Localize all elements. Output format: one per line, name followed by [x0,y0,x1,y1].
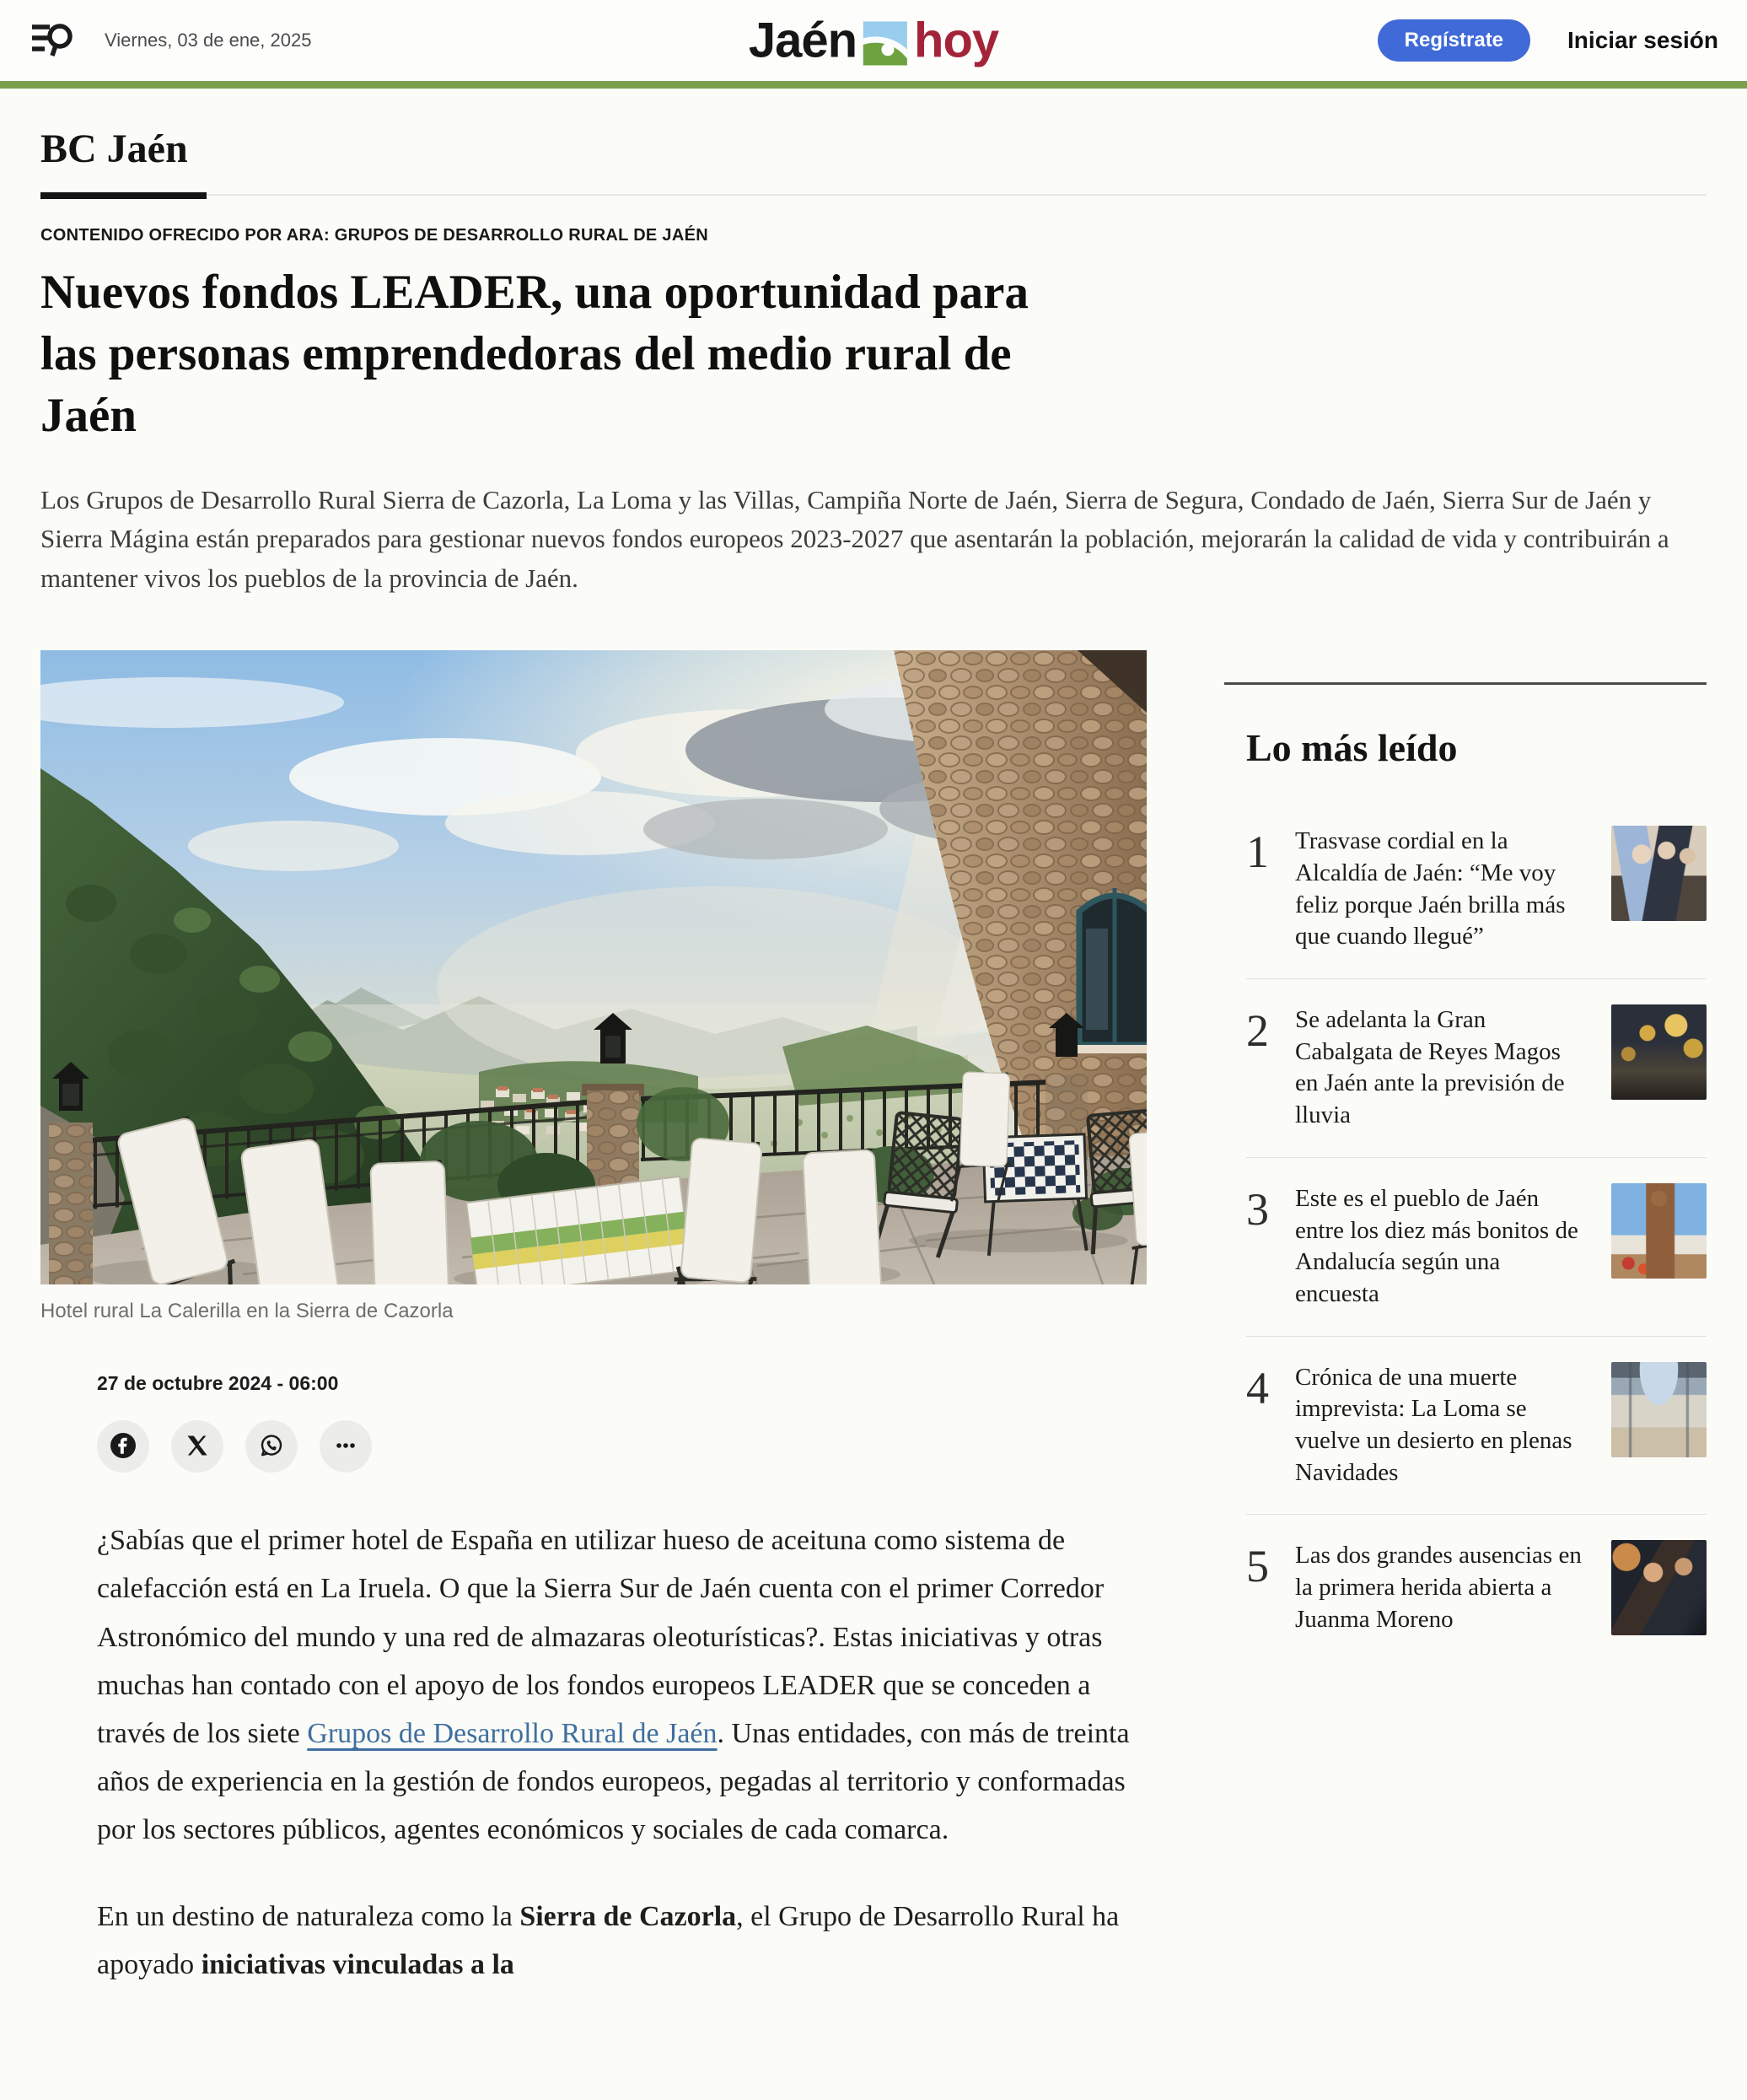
logo-olive-icon [863,21,907,65]
article-hero-image [40,650,1147,1284]
most-read-item-3[interactable] [1246,1157,1707,1336]
paragraph-bold-text: Sierra de Cazorla [519,1901,737,1933]
paragraph-text: ¿Sabías que el primer hotel de España en utilizar hueso de aceituna como sistema de calefacción está en La Iruela. O que la Sierra Sur de Jaén cuenta con el primer Corredor Astronómico del mundo y una red de almazaras oleoturísticas?. Estas iniciativas y otras muchas han contado con el apoyo de los fondos europeos LEADER que se conceden a través de los siete [97,1525,1105,1749]
sponsored-kicker: CONTENIDO OFRECIDO POR ARA: GRUPOS DE DESARROLLO RURAL DE JAÉN [40,226,708,245]
share-facebook-button[interactable] [97,1420,149,1473]
logo-text-hoy: hoy [914,13,999,68]
paragraph-text: . Unas entidades, con más de treinta años de experiencia en la gestión de fondos europeos, pegadas al territorio y conformadas por los sectores públicos, agentes económicos y sociales de cada comarca. [97,1717,1130,1846]
paragraph-text: En un destino de naturaleza como la [97,1901,520,1933]
accent-divider-bar [0,81,1747,89]
thumbnail-image [1611,1540,1707,1635]
most-read-list [1224,800,1707,1661]
publish-date: 27 de octubre 2024 - 06:00 [97,1372,339,1395]
rank-number: 5 [1246,1541,1269,1592]
most-read-item-1[interactable] [1246,800,1707,978]
most-read-item-2[interactable] [1246,978,1707,1157]
section-rule [40,194,1707,201]
rank-number: 2 [1246,1005,1269,1057]
paragraph-text: , el Grupo de Desarrollo Rural ha apoyado [97,1901,1120,1981]
more-options-icon [332,1432,359,1462]
article-headline: Nuevos fondos LEADER, una oportunidad para las personas emprendedoras del medio rural de Jaén [40,266,1029,442]
site-logo[interactable] [749,13,998,69]
sidebar-rule [1224,682,1707,685]
most-read-item-4[interactable] [1246,1336,1707,1515]
article-standfirst: Los Grupos de Desarrollo Rural Sierra de Cazorla, La Loma y las Villas, Campiña Norte de Jaén, Sierra de Segura, Condado de Jaén, Sierra Sur de Jaén y Sierra Mágina están preparados para gestionar nuevos fondos europeos 2023-2027 que asentarán la población, mejorarán la calidad de vida y contribuirán a mantener vivos los pueblos de la provincia de Jaén. [40,484,1669,593]
rank-number: 4 [1246,1362,1269,1413]
facebook-icon [110,1432,137,1462]
most-read-item-title: Crónica de una muerte imprevista: La Loma se vuelve un desierto en plenas Navidades [1295,1363,1572,1486]
site-header [0,0,1747,81]
body-paragraph [97,1893,1130,1989]
rank-number: 1 [1246,827,1269,878]
most-read-item-title: Las dos grandes ausencias en la primera herida abierta a Juanma Moreno [1295,1542,1582,1633]
whatsapp-icon [258,1432,285,1462]
register-button[interactable]: Regístrate [1378,19,1530,62]
most-read-item-title: Se adelanta la Gran Cabalgata de Reyes Magos en Jaén ante la previsión de lluvia [1295,1006,1565,1129]
share-more-button[interactable] [320,1420,372,1473]
header-date: Viernes, 03 de ene, 2025 [105,30,312,51]
image-caption: Hotel rural La Calerilla en la Sierra de Cazorla [40,1300,454,1323]
most-read-title: Lo más leído [1246,726,1458,770]
paragraph-bold-text: iniciativas vinculadas a la [201,1949,514,1981]
menu-search-icon [29,19,78,62]
article-body [40,650,1147,2027]
most-read-item-title: Este es el pueblo de Jaén entre los diez más bonitos de Andalucía según una encuesta [1295,1184,1578,1307]
most-read-item-title: Trasvase cordial en la Alcaldía de Jaén: “Me voy feliz porque Jaén brilla más que cuando llegué” [1295,827,1566,950]
rank-number: 3 [1246,1183,1269,1235]
logo-text-jaen: Jaén [748,13,857,68]
most-read-item-5[interactable] [1246,1514,1707,1661]
menu-search-button[interactable] [29,19,79,62]
rural-groups-link[interactable]: Grupos de Desarrollo Rural de Jaén [307,1717,718,1749]
body-paragraph [97,1516,1130,1854]
login-link[interactable]: Iniciar sesión [1567,27,1718,53]
thumbnail-image [1611,826,1707,921]
thumbnail-image [1611,1004,1707,1100]
share-toolbar [97,1420,1147,1473]
most-read-sidebar [1224,650,1707,1661]
article-figure [40,650,1147,1323]
share-x-button[interactable] [171,1420,223,1473]
x-icon [184,1432,211,1462]
share-whatsapp-button[interactable] [245,1420,298,1473]
thumbnail-image [1611,1183,1707,1279]
section-title[interactable]: BC Jaén [40,127,188,171]
thumbnail-image [1611,1362,1707,1457]
